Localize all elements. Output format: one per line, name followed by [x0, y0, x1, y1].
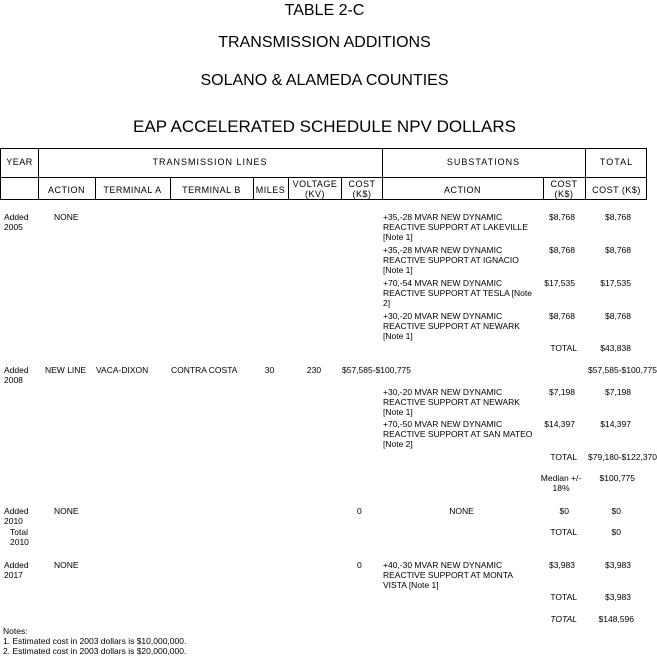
substation-cost: $0 [559, 506, 569, 516]
substation-cost: $8,768 [549, 212, 575, 222]
total-cost: $7,198 [605, 387, 631, 397]
header-divider [1, 177, 646, 178]
total-year-label: Total 2010 [10, 527, 29, 547]
substation-cost: $8,768 [549, 311, 575, 321]
total-cost: $3,983 [605, 560, 631, 570]
substation-action: +40,-30 MVAR NEW DYNAMIC REACTIVE SUPPORT AT MONTA VISTA [Note 1] [383, 560, 513, 590]
total-cost: $8,768 [605, 311, 631, 321]
total-cost: $8,768 [605, 245, 631, 255]
substation-action: +30,-20 MVAR NEW DYNAMIC REACTIVE SUPPORT AT NEWARK [Note 1] [383, 311, 520, 341]
substation-cost: $17,535 [544, 278, 575, 288]
total-cost: $8,768 [605, 212, 631, 222]
notes-heading: Notes: [3, 626, 28, 636]
line-cost-cell: $57,585-$100,775 [342, 365, 412, 375]
header-cost: COST (K$) [348, 179, 376, 199]
subtotal-value: $43,838 [600, 343, 631, 353]
note-1: 1. Estimated cost in 2003 dollars is $10,000,000. [3, 636, 187, 646]
substation-action: +35,-28 MVAR NEW DYNAMIC REACTIVE SUPPORT AT LAKEVILLE [Note 1] [383, 212, 528, 242]
subtotal-label: TOTAL [550, 527, 577, 537]
header-substations: SUBSTATIONS [446, 157, 521, 167]
table-number: TABLE 2-C [284, 2, 365, 19]
note-2: 2. Estimated cost in 2003 dollars is $20,000,000. [3, 646, 187, 656]
col-divider [341, 177, 342, 199]
grand-total-label: TOTAL [550, 614, 577, 624]
header-year: YEAR [6, 157, 33, 167]
table-subtitle: SOLANO & ALAMEDA COUNTIES [200, 72, 449, 89]
total-cost: $17,535 [600, 278, 631, 288]
total-cost: $14,397 [600, 419, 631, 429]
action-cell: NONE [54, 506, 79, 516]
terminal-b-cell: CONTRA COSTA [171, 365, 238, 375]
voltage-cell: 230 [306, 365, 322, 375]
header-transmission-lines: TRANSMISSION LINES [152, 157, 268, 167]
substation-action: NONE [449, 506, 474, 516]
terminal-a-cell: VACA-DIXON [96, 365, 149, 375]
notes [3, 626, 186, 656]
header-substation-cost: COST (K$) [550, 179, 578, 199]
header-substation-action: ACTION [443, 185, 481, 195]
subtotal-label: TOTAL [550, 592, 577, 602]
substation-action: +70,-54 MVAR NEW DYNAMIC REACTIVE SUPPORT AT TESLA [Note 2] [383, 278, 532, 308]
col-divider [543, 177, 544, 199]
substation-action: +35,-28 MVAR NEW DYNAMIC REACTIVE SUPPORT AT IGNACIO [Note 1] [383, 245, 519, 275]
header-voltage: VOLTAGE (KV) [292, 179, 338, 199]
median-value: $100,775 [599, 473, 635, 483]
substation-cost: $3,983 [549, 560, 575, 570]
substation-action: +30,-20 MVAR NEW DYNAMIC REACTIVE SUPPORT AT NEWARK [Note 1] [383, 387, 520, 417]
header-miles: MILES [255, 185, 286, 195]
grand-total-value: $148,596 [598, 614, 634, 624]
subtotal-value: $79,180-$122,370 [588, 452, 657, 462]
table-header [0, 148, 647, 200]
subtotal-value: $0 [611, 527, 621, 537]
line-cost-cell: 0 [357, 560, 362, 570]
col-divider [288, 177, 289, 199]
year-cell: Added 2017 [4, 560, 29, 580]
header-total: TOTAL [599, 157, 634, 167]
year-cell: Added 2010 [4, 506, 29, 526]
header-terminal-a: TERMINAL A [103, 185, 162, 195]
total-cost: $57,585-$100,775 [588, 365, 657, 375]
action-cell: NONE [54, 212, 79, 222]
line-cost-cell: 0 [357, 506, 362, 516]
median-label: Median +/- 18% [540, 473, 582, 493]
subtotal-value: $3,983 [605, 592, 631, 602]
header-total-cost: COST (K$) [592, 185, 641, 195]
miles-cell: 30 [264, 365, 275, 375]
table-heading: EAP ACCELERATED SCHEDULE NPV DOLLARS [133, 117, 516, 136]
header-action: ACTION [47, 185, 85, 195]
substation-cost: $8,768 [549, 245, 575, 255]
header-terminal-b: TERMINAL B [182, 185, 241, 195]
table-title: TRANSMISSION ADDITIONS [218, 34, 431, 51]
year-cell: Added 2005 [4, 212, 29, 232]
substation-cost: $7,198 [549, 387, 575, 397]
subtotal-label: TOTAL [550, 343, 577, 353]
action-cell: NONE [54, 560, 79, 570]
substation-action: +70,-50 MVAR NEW DYNAMIC REACTIVE SUPPORT AT SAN MATEO [Note 2] [383, 419, 533, 449]
action-cell: NEW LINE [45, 365, 87, 375]
total-cost: $0 [611, 506, 621, 516]
year-cell: Added 2008 [4, 365, 29, 385]
subtotal-label: TOTAL [550, 452, 577, 462]
substation-cost: $14,397 [544, 419, 575, 429]
